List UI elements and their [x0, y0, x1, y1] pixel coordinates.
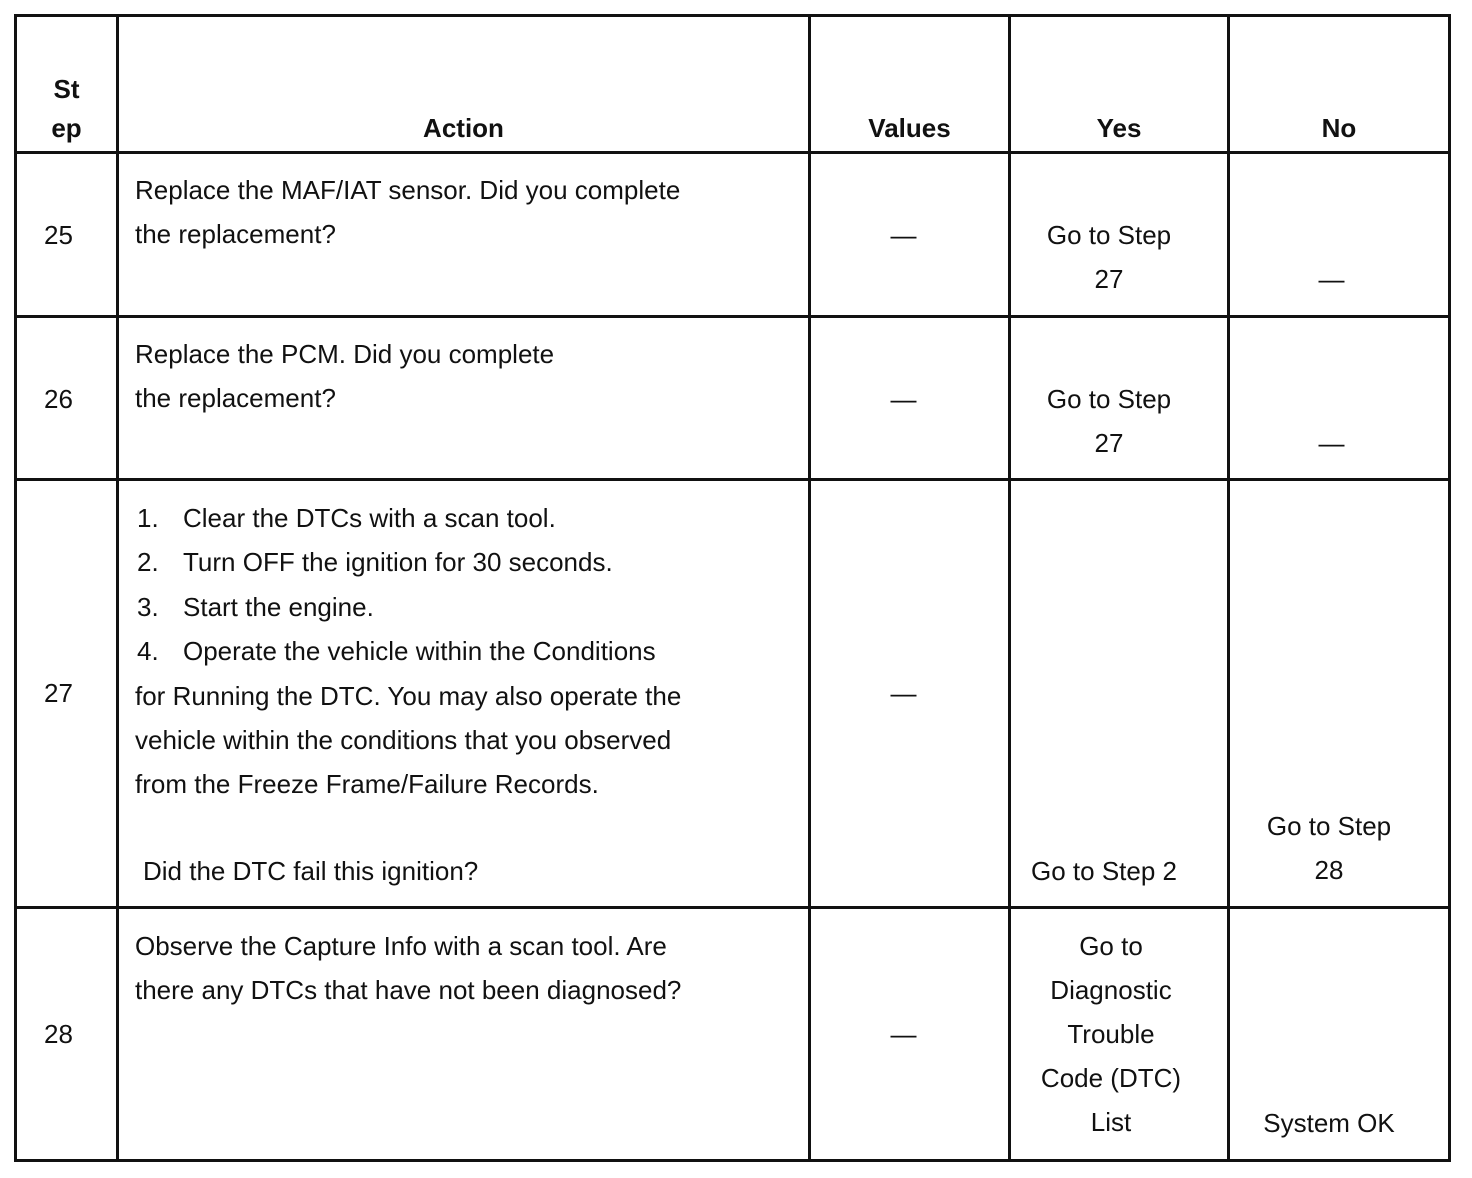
list-number: 1. [137, 503, 159, 533]
no-cell: — [1318, 428, 1345, 458]
list-number: 4. [137, 636, 159, 666]
rule-row-26 [14, 478, 1451, 481]
step-number: 26 [44, 384, 73, 414]
yes-cell: Go to Step 27 [1046, 220, 1172, 294]
list-item: Start the engine. [183, 592, 374, 622]
no-cell: Go to Step 28 [1266, 811, 1392, 885]
no-cell: — [1318, 264, 1345, 294]
header-values: Values [868, 113, 951, 143]
rule-bottom [14, 1159, 1451, 1162]
col-line-5 [1448, 14, 1451, 1162]
col-line-4 [1227, 14, 1230, 1162]
step-number: 25 [44, 220, 73, 250]
list-number: 3. [137, 592, 159, 622]
action-text: Replace the MAF/IAT sensor. Did you complete the replacement? [135, 175, 681, 249]
values-cell: — [890, 220, 917, 250]
action-text: Observe the Capture Info with a scan tool. Are there any DTCs that have not been diagnosed? [135, 931, 682, 1005]
action-continuation: for Running the DTC. You may also operate the vehicle within the conditions that you observed from the Freeze Frame/Failure Records. [135, 681, 682, 799]
list-item: Operate the vehicle within the Conditions [183, 636, 656, 666]
yes-cell: Go to Diagnostic Trouble Code (DTC) List [1040, 931, 1182, 1137]
list-item: Turn OFF the ignition for 30 seconds. [183, 547, 613, 577]
step-number: 27 [44, 678, 73, 708]
header-action: Action [423, 113, 504, 143]
values-cell: — [890, 384, 917, 414]
no-cell: System OK [1263, 1108, 1395, 1138]
list-number: 2. [137, 547, 159, 577]
header-step: St ep [51, 74, 82, 143]
values-cell: — [890, 1019, 917, 1049]
header-no: No [1321, 113, 1357, 143]
rule-header [14, 151, 1451, 154]
rule-row-25 [14, 315, 1451, 318]
col-line-2 [808, 14, 811, 1162]
values-cell: — [890, 678, 917, 708]
action-question: Did the DTC fail this ignition? [143, 856, 479, 886]
action-text: Replace the PCM. Did you complete the replacement? [135, 339, 555, 413]
rule-top [14, 14, 1451, 17]
col-line-1 [116, 14, 119, 1162]
yes-cell: Go to Step 2 [1031, 856, 1177, 886]
yes-cell: Go to Step 27 [1046, 384, 1172, 458]
col-line-0 [14, 14, 17, 1162]
step-number: 28 [44, 1019, 73, 1049]
header-yes: Yes [1096, 113, 1142, 143]
rule-row-27 [14, 906, 1451, 909]
list-item: Clear the DTCs with a scan tool. [183, 503, 556, 533]
